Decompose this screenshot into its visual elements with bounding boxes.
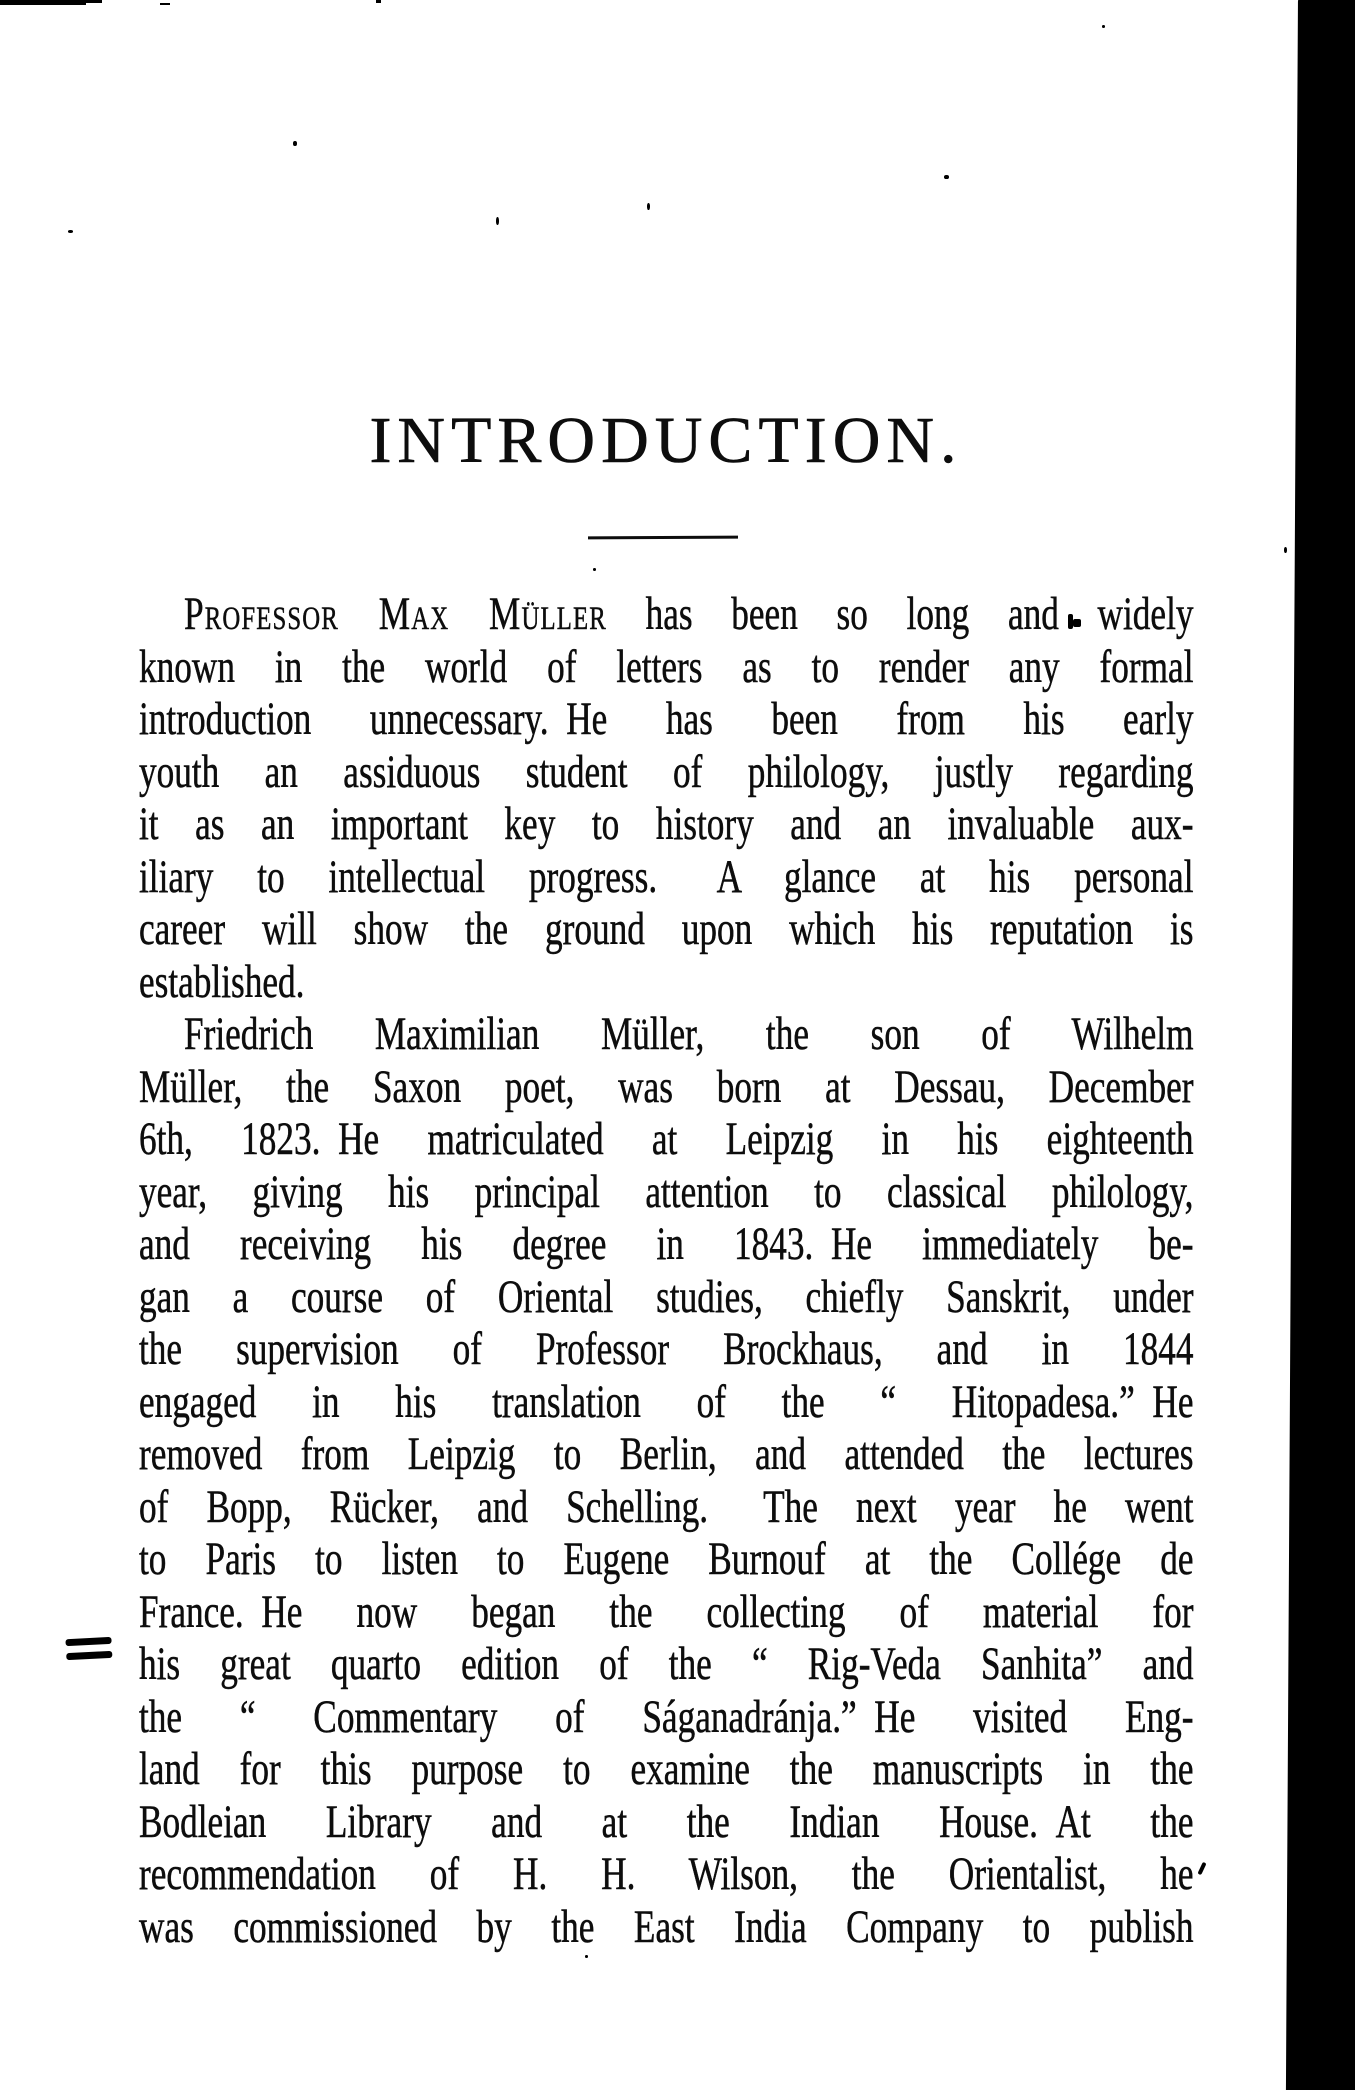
- scan-speck: [293, 141, 297, 146]
- text-line: it as an important key to history and an invaluable aux-: [139, 798, 1194, 850]
- text-line: recommendation of H. H. Wilson, the Orientalist, he: [139, 1848, 1194, 1900]
- text-line: gan a course of Oriental studies, chiefly Sanskrit, under: [139, 1270, 1194, 1323]
- scan-speck: [1284, 547, 1287, 553]
- margin-annotation-stroke: [65, 1637, 111, 1646]
- book-gutter-shadow: [1286, 0, 1355, 2090]
- scan-speck: [585, 1955, 588, 1958]
- scan-smudge: [160, 3, 170, 5]
- text-line: was commissioned by the East India Company to publish: [139, 1900, 1194, 1953]
- text-line: his great quarto edition of the “ Rig-Veda Sanhita” and: [139, 1638, 1194, 1690]
- text-line: known in the world of letters as to render any formal: [139, 640, 1194, 693]
- scan-speck: [647, 203, 650, 210]
- scan-speck: [1102, 25, 1105, 28]
- margin-annotation-mark: [65, 1637, 112, 1663]
- text-line: removed from Leipzig to Berlin, and attended the lectures: [139, 1428, 1194, 1480]
- text-line: engaged in his translation of the “ Hitopadesa.” He: [139, 1375, 1194, 1428]
- text-line: the supervision of Professor Brockhaus, and in 1844: [139, 1323, 1194, 1375]
- text-line: Müller, the Saxon poet, was born at Dessau, December: [139, 1060, 1194, 1113]
- scan-smudge: [376, 0, 381, 3]
- text-line: youth an assiduous student of philology, justly regarding: [139, 745, 1194, 798]
- margin-annotation-stroke: [66, 1651, 112, 1660]
- section-divider: [588, 536, 738, 540]
- text-line: France. He now began the collecting of material for: [139, 1585, 1194, 1638]
- text-line: and receiving his degree in 1843. He immediately be-: [139, 1218, 1194, 1270]
- scan-smudge: [86, 0, 102, 3]
- author-name-smallcaps: Professor Max Müller: [184, 588, 607, 640]
- text-line: 6th, 1823. He matriculated at Leipzig in his eighteenth: [139, 1113, 1194, 1165]
- scan-speck: [1197, 1862, 1206, 1875]
- text-line: iliary to intellectual progress. A glance at his personal: [139, 850, 1194, 903]
- text-line: the “ Commentary of Ságanadránja.” He visited Eng-: [139, 1690, 1194, 1743]
- page-title: INTRODUCTION.: [369, 404, 963, 477]
- text-line: career will show the ground upon which his reputation is: [139, 903, 1194, 955]
- text-line: of Bopp, Rücker, and Schelling. The next year he went: [139, 1480, 1194, 1533]
- scan-smudge: [0, 0, 86, 5]
- text-line: year, giving his principal attention to classical philology,: [139, 1165, 1194, 1218]
- scan-speck: [944, 175, 949, 179]
- text-line: to Paris to listen to Eugene Burnouf at the Collége de: [139, 1533, 1194, 1585]
- scan-speck: [496, 217, 499, 225]
- text-line: Friedrich Maximilian Müller, the son of Wilhelm: [184, 1008, 1194, 1060]
- text-line: [139, 588, 1194, 641]
- text-segment: has been so long and widely: [645, 588, 1194, 640]
- text-line: land for this purpose to examine the manuscripts in the: [139, 1743, 1194, 1795]
- text-line: Bodleian Library and at the Indian House. At the: [139, 1795, 1194, 1848]
- scan-speck: [593, 568, 596, 571]
- body-text: [139, 588, 1193, 1953]
- text-line: established.: [139, 955, 305, 1008]
- scan-speck: [68, 230, 73, 233]
- text-line: introduction unnecessary. He has been from his early: [139, 693, 1194, 745]
